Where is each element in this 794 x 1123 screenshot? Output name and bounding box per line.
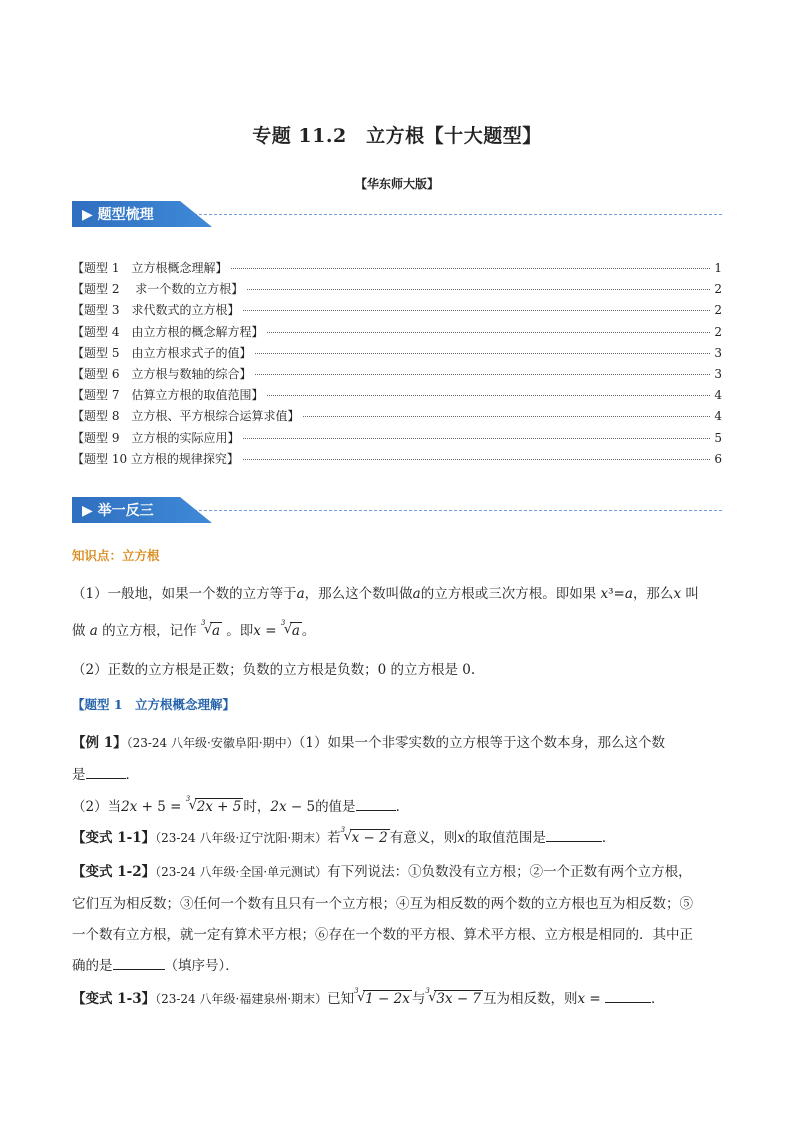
toc-item-page: 4 bbox=[714, 388, 722, 403]
toc-leader-dots bbox=[243, 438, 710, 439]
example-1-line-1: 【例 1】（23-24 八年级·安徽阜阳·期中）（1）如果一个非零实数的立方根等于这个数本身，那么这个数 bbox=[72, 735, 665, 751]
banner-divider bbox=[194, 510, 722, 511]
toc-item[interactable] bbox=[72, 280, 722, 301]
toc-leader-dots bbox=[267, 395, 710, 396]
toc-leader-dots bbox=[255, 353, 710, 354]
practice-banner-label: ▶ 举一反三 bbox=[82, 503, 154, 519]
toc-item-page: 1 bbox=[714, 261, 722, 275]
toc-leader-dots bbox=[243, 310, 710, 311]
toc-item-page: 3 bbox=[714, 366, 722, 381]
toc-item-page: 5 bbox=[714, 430, 722, 445]
toc-leader-dots bbox=[255, 374, 710, 375]
toc-item[interactable] bbox=[72, 386, 722, 407]
toc-item-label: 【题型 9 立方根的实际应用】 bbox=[72, 430, 240, 445]
toc-item[interactable] bbox=[72, 407, 722, 428]
section-heading: 【题型 1 立方根概念理解】 bbox=[72, 697, 236, 712]
toc-item-page: 2 bbox=[714, 303, 722, 318]
toc-item-page: 3 bbox=[714, 345, 722, 360]
toc-item-label: 【题型 7 估算立方根的取值范围】 bbox=[72, 388, 264, 403]
toc-item[interactable] bbox=[72, 365, 722, 386]
practice-banner bbox=[72, 497, 722, 523]
toc-item[interactable] bbox=[72, 429, 722, 450]
toc-item-label: 【题型 1 立方根概念理解】 bbox=[72, 261, 228, 275]
toc-item-page: 4 bbox=[714, 409, 722, 424]
banner-divider bbox=[194, 214, 722, 215]
toc-item-label: 【题型 6 立方根与数轴的综合】 bbox=[72, 366, 252, 381]
toc-item[interactable] bbox=[72, 344, 722, 365]
knowledge-paragraph-3: （2）正数的立方根是正数；负数的立方根是负数；0 的立方根是 0. bbox=[72, 662, 476, 678]
knowledge-point-title: 知识点：立方根 bbox=[72, 548, 160, 563]
toc-item-page: 2 bbox=[714, 324, 722, 339]
toc-item[interactable] bbox=[72, 323, 722, 344]
toc-banner bbox=[72, 201, 722, 227]
toc-leader-dots bbox=[303, 416, 710, 417]
toc-item-label: 【题型 8 立方根、平方根综合运算求值】 bbox=[72, 409, 300, 424]
variant-1-2-line-3: 一个数有立方根，就一定有算术平方根；⑥存在一个数的平方根、算术平方根、立方根是相同的．其中正 bbox=[72, 927, 693, 943]
table-of-contents bbox=[72, 259, 722, 471]
toc-item-label: 【题型 10 立方根的规律探究】 bbox=[72, 451, 239, 466]
variant-1-2-line-2: 它们互为相反数；③任何一个数有且只有一个立方根；④互为相反数的两个数的立方根也互为相反数；⑤ bbox=[72, 896, 693, 912]
toc-item-label: 【题型 2 求一个数的立方根】 bbox=[72, 282, 244, 297]
toc-item-page: 2 bbox=[714, 282, 722, 297]
toc-item[interactable] bbox=[72, 301, 722, 322]
example-1-line-3: （2）当2x + 5 = 3 √ 2x + 5 时，2x − 5的值是 ． bbox=[72, 795, 410, 815]
toc-leader-dots bbox=[243, 459, 710, 460]
example-1-line-2: 是 ． bbox=[72, 767, 139, 783]
knowledge-paragraph-1: （1）一般地，如果一个数的立方等于a，那么这个数叫做a的立方根或三次方根。即如果 x³=a，那么x 叫 bbox=[72, 586, 699, 602]
edition-label: 【华东师大版】 bbox=[354, 177, 439, 191]
toc-leader-dots bbox=[247, 289, 710, 290]
toc-leader-dots bbox=[231, 268, 710, 269]
toc-item-label: 【题型 3 求代数式的立方根】 bbox=[72, 303, 240, 318]
toc-banner-label: ▶ 题型梳理 bbox=[82, 207, 154, 223]
variant-1-3: 【变式 1-3】（23-24 八年级·福建泉州·期末）已知 3 √ 1 − 2x 与 3 √ 3x − 7 互为相反数，则x = ． bbox=[72, 987, 665, 1007]
variant-1-2-line-1: 【变式 1-2】（23-24 八年级·全国·单元测试）有下列说法：①负数没有立方根；②一个正数有两个立方根， bbox=[72, 864, 692, 880]
toc-item[interactable] bbox=[72, 450, 722, 471]
toc-item-page: 6 bbox=[714, 451, 722, 466]
toc-leader-dots bbox=[267, 332, 710, 333]
toc-item[interactable] bbox=[72, 259, 722, 280]
variant-1-2-line-4: 确的是 （填序号）． bbox=[72, 958, 239, 974]
toc-item-label: 【题型 5 由立方根求式子的值】 bbox=[72, 345, 252, 360]
page-title: 专题 11.2 立方根【十大题型】 bbox=[252, 125, 542, 147]
knowledge-paragraph-2: 做 a 的立方根，记作 3 √ a 。即x = 3 √ a 。 bbox=[72, 619, 316, 639]
variant-1-1: 【变式 1-1】（23-24 八年级·辽宁沈阳·期末）若 3 √ x − 2 有意义，则x的取值范围是 ． bbox=[72, 826, 616, 846]
toc-item-label: 【题型 4 由立方根的概念解方程】 bbox=[72, 324, 264, 339]
